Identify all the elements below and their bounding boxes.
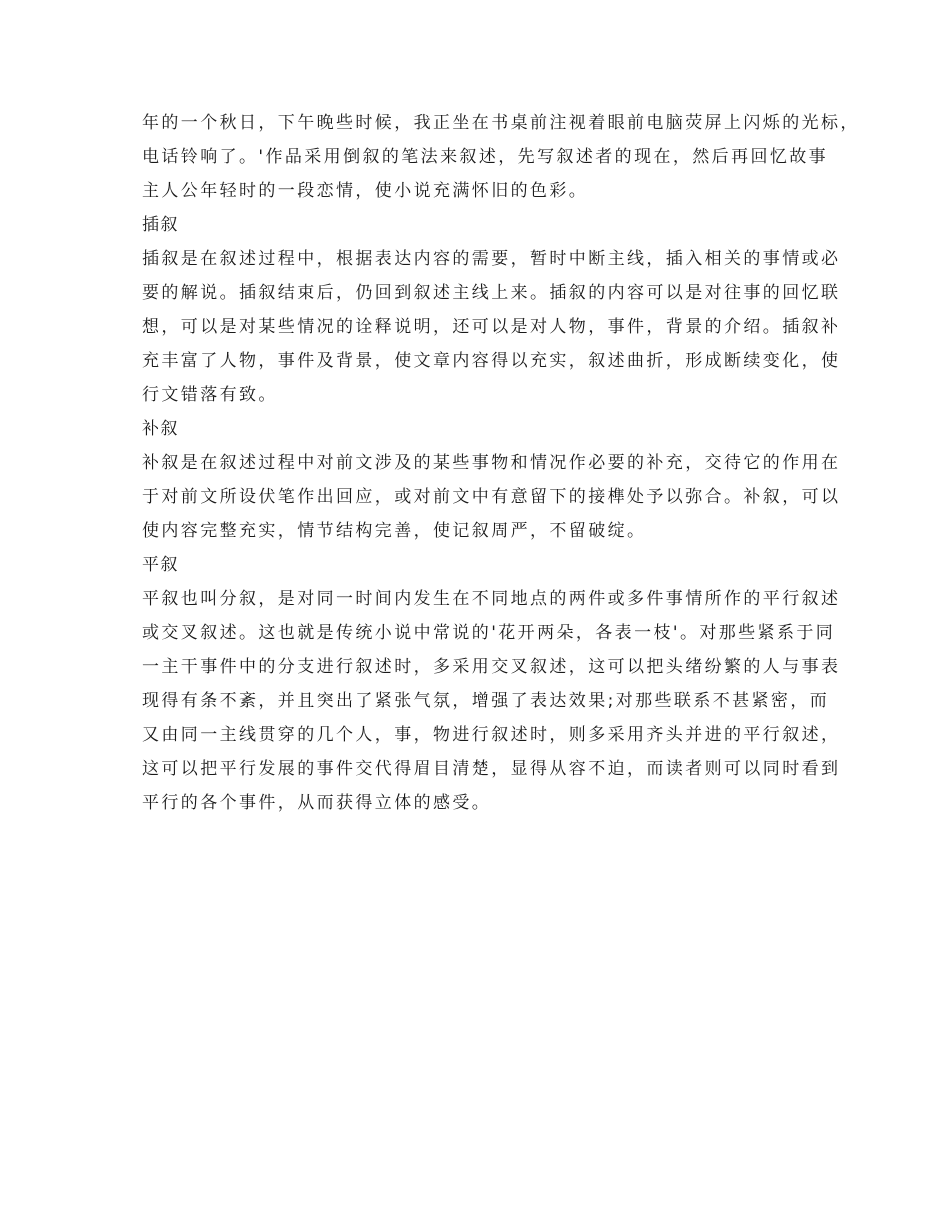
paragraph-line: 使内容完整充实，情节结构完善，使记叙周严，不留破绽。 [142,521,647,541]
paragraph-line: 一主干事件中的分支进行叙述时，多采用交叉叙述，这可以把头绪纷繁的人与事表 [142,657,841,677]
paragraph-line: 充丰富了人物，事件及背景，使文章内容得以充实，叙述曲折，形成断续变化，使 [142,351,841,371]
paragraph-line: 平行的各个事件，从而获得立体的感受。 [142,793,492,813]
paragraph-line: 现得有条不紊，并且突出了紧张气氛，增强了表达效果;对那些联系不甚紧密，而 [142,691,830,711]
paragraph-line: 想，可以是对某些情况的诠释说明，还可以是对人物，事件，背景的介绍。插叙补 [142,317,841,337]
section-heading-chaxu: 插叙 [142,215,179,235]
section-heading-buxu: 补叙 [142,419,179,439]
paragraph-line: 主人公年轻时的一段恋情，使小说充满怀旧的色彩。 [142,181,589,201]
paragraph-line: 要的解说。插叙结束后，仍回到叙述主线上来。插叙的内容可以是对往事的回忆联 [142,283,841,303]
paragraph-line: 年的一个秋日，下午晚些时候，我正坐在书桌前注视着眼前电脑荧屏上闪烁的光标， [142,113,860,133]
paragraph-line: 又由同一主线贯穿的几个人，事，物进行叙述时，则多采用齐头并进的平行叙述， [142,725,841,745]
paragraph-line: 平叙也叫分叙，是对同一时间内发生在不同地点的两件或多件事情所作的平行叙述 [142,589,841,609]
paragraph-line: 这可以把平行发展的事件交代得眉目清楚，显得从容不迫，而读者则可以同时看到 [142,759,841,779]
document-body [142,106,860,820]
paragraph-line: 或交叉叙述。这也就是传统小说中常说的'花开两朵，各表一枝'。对那些紧系于同 [142,623,836,643]
section-heading-pingxu: 平叙 [142,555,179,575]
paragraph-line: 于对前文所设伏笔作出回应，或对前文中有意留下的接榫处予以弥合。补叙，可以 [142,487,841,507]
paragraph-line: 插叙是在叙述过程中，根据表达内容的需要，暂时中断主线，插入相关的事情或必 [142,249,841,269]
paragraph-line: 电话铃响了。'作品采用倒叙的笔法来叙述，先写叙述者的现在，然后再回忆故事 [142,147,829,167]
paragraph-line: 行文错落有致。 [142,385,278,405]
paragraph-line: 补叙是在叙述过程中对前文涉及的某些事物和情况作必要的补充，交待它的作用在 [142,453,841,473]
